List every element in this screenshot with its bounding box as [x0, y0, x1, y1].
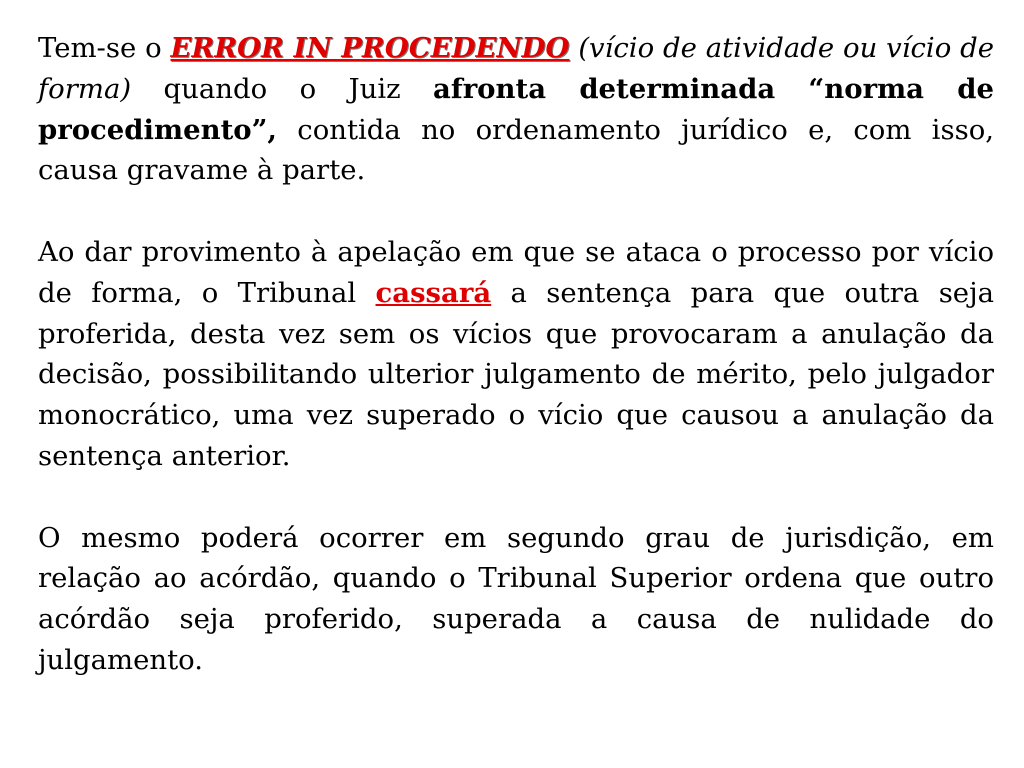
paragraph-apelacao: [38, 232, 994, 477]
p2-text-2: a sentença para que outra seja proferida, desta vez sem os vícios que provocaram a anulação da decisão, possibilitando ulterior julgamento de mérito, pelo julgador monocrático, uma vez superado o vício que causou a anulação da sentença anterior.: [38, 276, 995, 472]
slide-body: [38, 28, 994, 681]
p1-bold-phrase: afronta determinada “norma de procedimento”,: [38, 72, 994, 146]
error-in-procedendo-term: ERROR IN PROCEDENDO: [170, 32, 570, 64]
p1-text-3: quando o Juiz: [131, 72, 434, 105]
p1-text-2: [569, 32, 578, 64]
paragraph-segundo-grau: O mesmo poderá ocorrer em segundo grau de jurisdição, em relação ao acórdão, quando o Tribunal Superior ordena que outro acórdão seja proferido, superada a causa de nulidade do julgamento.: [38, 521, 994, 676]
p2-text-1: Ao dar provimento à apelação em que se ataca o processo por vício de forma, o Tribunal: [38, 235, 994, 309]
p1-italic-definition: (vício de atividade ou vício de forma): [38, 32, 994, 105]
paragraph-error-in-procedendo: [38, 28, 994, 191]
p1-text-1: Tem-se o: [38, 32, 171, 64]
cassara-keyword: cassará: [375, 276, 492, 309]
p1-text-4: contida no ordenamento jurídico e, com isso, causa gravame à parte.: [38, 113, 994, 187]
